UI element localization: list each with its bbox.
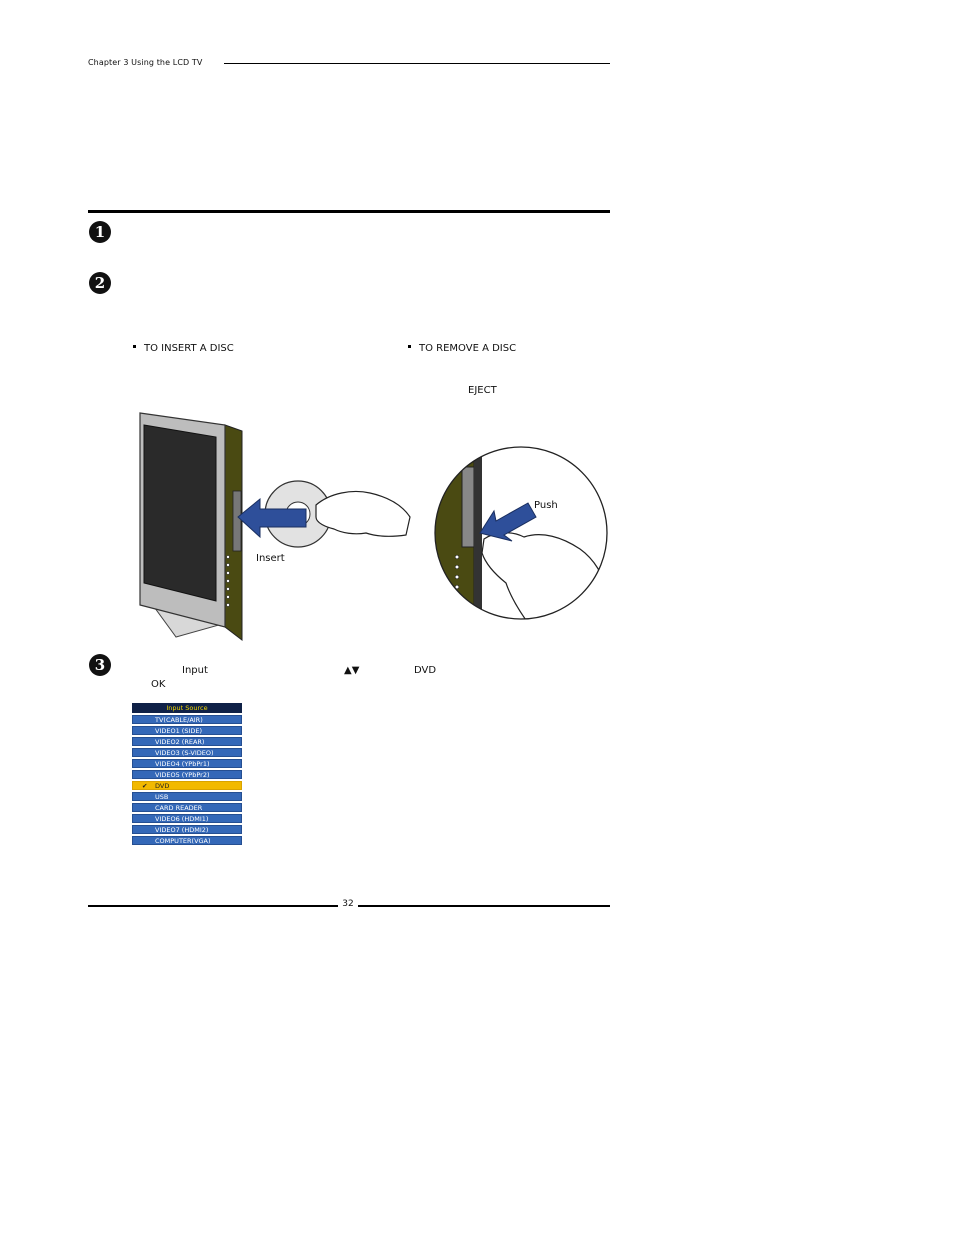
menu-item-tv[interactable]: TV(CABLE/AIR) (132, 715, 242, 724)
input-source-title: Input Source (132, 703, 242, 713)
eject-label: EJECT (468, 385, 497, 396)
insert-disc-bullet (133, 343, 234, 354)
menu-item-dvd[interactable] (132, 781, 242, 790)
eject-push-illustration (432, 445, 612, 623)
menu-item-video4[interactable]: VIDEO4 (YPbPr1) (132, 759, 242, 768)
chapter-header: Chapter 3 Using the LCD TV (88, 58, 203, 67)
insert-disc-heading: TO INSERT A DISC (144, 343, 234, 354)
header-rule (224, 63, 610, 64)
dvd-label: DVD (414, 665, 437, 676)
tv-insert-disc-illustration (130, 405, 420, 645)
page-number: 32 (342, 899, 354, 909)
menu-item-video5[interactable]: VIDEO5 (YPbPr2) (132, 770, 242, 779)
arrow-keys-label: ▲▼ (344, 665, 360, 676)
menu-item-video7[interactable]: VIDEO7 (HDMI2) (132, 825, 242, 834)
remove-disc-bullet (408, 343, 516, 354)
input-key-label: Input (182, 665, 208, 676)
menu-item-video2[interactable]: VIDEO2 (REAR) (132, 737, 242, 746)
step-2-number: 2 (89, 272, 111, 294)
bullet-square-icon (133, 345, 136, 348)
input-source-menu (132, 703, 242, 845)
tv-screen (144, 425, 216, 601)
ok-key-label: OK (151, 679, 166, 690)
menu-item-video3[interactable]: VIDEO3 (S-VIDEO) (132, 748, 242, 757)
menu-item-usb[interactable]: USB (132, 792, 242, 801)
step-1-number: 1 (89, 221, 111, 243)
push-callout: Push (534, 500, 558, 511)
checkmark-icon: ✔ (142, 782, 148, 790)
menu-item-card-reader[interactable]: CARD READER (132, 803, 242, 812)
menu-item-dvd-label: DVD (155, 782, 170, 790)
section-rule (88, 210, 610, 213)
footer-rule-right (358, 905, 610, 907)
menu-item-computer[interactable]: COMPUTER(VGA) (132, 836, 242, 845)
remove-disc-heading: TO REMOVE A DISC (419, 343, 517, 354)
insert-callout: Insert (256, 553, 285, 564)
step-3-number: 3 (89, 654, 111, 676)
hand (316, 492, 410, 537)
menu-item-video1[interactable]: VIDEO1 (SIDE) (132, 726, 242, 735)
slot-closeup (462, 467, 474, 547)
disc-slot (233, 491, 241, 551)
footer-rule-left (88, 905, 338, 907)
menu-item-video6[interactable]: VIDEO6 (HDMI1) (132, 814, 242, 823)
bullet-square-icon (408, 345, 411, 348)
